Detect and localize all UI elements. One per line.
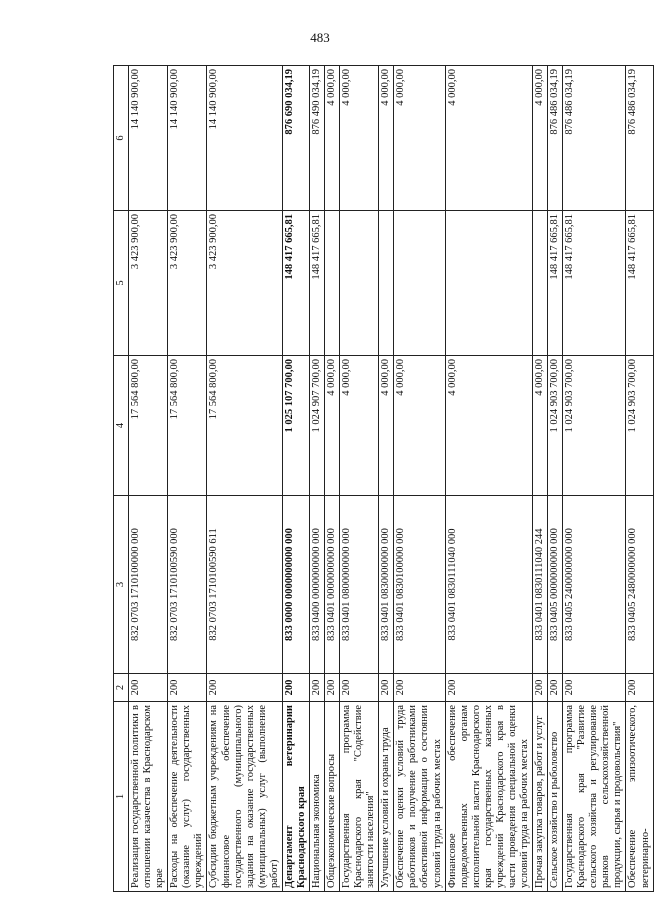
- header-col-2: 2: [114, 674, 129, 702]
- row-amount-col6: 14 140 900,00: [207, 66, 282, 211]
- table-row: [340, 66, 379, 892]
- row-classification-code: 833 0401 0830000000 000: [379, 496, 394, 674]
- row-amount-col6: 4 000,00: [340, 66, 379, 211]
- row-name: Реализация государственной политики в отношении казачества в Краснодарском крае: [129, 702, 168, 892]
- row-amount-col4: 17 564 800,00: [129, 356, 168, 496]
- row-amount-col6: 4 000,00: [379, 66, 394, 211]
- table-row: [379, 66, 394, 892]
- row-classification-code: 833 0405 2480000000 000: [626, 496, 653, 674]
- row-ved-code: 200: [325, 674, 340, 702]
- table-row: [129, 66, 168, 892]
- row-name: Финансовое обеспечение подведомственных органам исполнительной власти Краснодарского края государственных казенных учреждений Краснодарского края в части проведения специальной оценки условий труда на рабочих местах: [445, 702, 532, 892]
- table-row: [282, 66, 309, 892]
- row-classification-code: 833 0401 0830111040 000: [445, 496, 532, 674]
- row-ved-code: 200: [340, 674, 379, 702]
- row-name: Национальная экономика: [309, 702, 324, 892]
- row-amount-col5: [325, 211, 340, 356]
- row-name: Улучшение условий и охраны труда: [379, 702, 394, 892]
- row-classification-code: 832 0703 1710100000 000: [129, 496, 168, 674]
- table-row: [445, 66, 532, 892]
- row-ved-code: 200: [207, 674, 282, 702]
- table-row: [207, 66, 282, 892]
- table-row: [533, 66, 548, 892]
- row-amount-col5: 3 423 900,00: [129, 211, 168, 356]
- row-name: Государственная программа Краснодарского края "Содействие занятости населения": [340, 702, 379, 892]
- row-name: Государственная программа Краснодарского края "Развитие сельского хозяйства и регулирование рынков сельскохозяйственной продукции, сырья и продовольствия": [563, 702, 626, 892]
- row-classification-code: 832 0703 1710100590 000: [168, 496, 207, 674]
- row-amount-col4: 1 024 903 700,00: [548, 356, 563, 496]
- row-amount-col5: 148 417 665,81: [563, 211, 626, 356]
- table-row: [548, 66, 563, 892]
- row-amount-col5: 3 423 900,00: [207, 211, 282, 356]
- row-amount-col4: 4 000,00: [445, 356, 532, 496]
- row-amount-col4: 1 024 903 700,00: [563, 356, 626, 496]
- table-row: [325, 66, 340, 892]
- row-amount-col6: 876 486 034,19: [563, 66, 626, 211]
- row-amount-col6: 876 490 034,19: [309, 66, 324, 211]
- row-amount-col5: [533, 211, 548, 356]
- row-name: Обеспечение эпизоотического, ветеринарно-: [626, 702, 653, 892]
- row-amount-col4: 4 000,00: [379, 356, 394, 496]
- row-classification-code: 833 0401 0000000000 000: [325, 496, 340, 674]
- row-ved-code: 200: [309, 674, 324, 702]
- row-ved-code: 200: [563, 674, 626, 702]
- row-classification-code: 833 0000 0000000000 000: [282, 496, 309, 674]
- row-classification-code: 832 0703 1710100590 611: [207, 496, 282, 674]
- row-amount-col4: 1 024 903 700,00: [626, 356, 653, 496]
- row-ved-code: 200: [533, 674, 548, 702]
- row-name: Сельское хозяйство и рыболовство: [548, 702, 563, 892]
- row-ved-code: 200: [168, 674, 207, 702]
- row-amount-col5: 148 417 665,81: [548, 211, 563, 356]
- row-ved-code: 200: [626, 674, 653, 702]
- row-amount-col5: 148 417 665,81: [282, 211, 309, 356]
- row-classification-code: 833 0405 2400000000 000: [563, 496, 626, 674]
- row-amount-col4: 4 000,00: [325, 356, 340, 496]
- header-col-3: 3: [114, 496, 129, 674]
- row-amount-col6: 4 000,00: [394, 66, 445, 211]
- row-name: Прочая закупка товаров, работ и услуг: [533, 702, 548, 892]
- row-ved-code: 200: [129, 674, 168, 702]
- row-classification-code: 833 0401 0830100000 000: [394, 496, 445, 674]
- row-amount-col6: 14 140 900,00: [168, 66, 207, 211]
- row-amount-col4: 4 000,00: [394, 356, 445, 496]
- row-amount-col5: 3 423 900,00: [168, 211, 207, 356]
- row-amount-col5: [340, 211, 379, 356]
- row-amount-col6: 876 690 034,19: [282, 66, 309, 211]
- row-amount-col4: 1 025 107 700,00: [282, 356, 309, 496]
- row-ved-code: 200: [379, 674, 394, 702]
- row-ved-code: 200: [394, 674, 445, 702]
- row-classification-code: 833 0405 0000000000 000: [548, 496, 563, 674]
- row-amount-col6: 876 486 034,19: [626, 66, 653, 211]
- table-body: [129, 66, 654, 892]
- header-col-5: 5: [114, 211, 129, 356]
- row-amount-col5: [394, 211, 445, 356]
- row-amount-col4: 17 564 800,00: [168, 356, 207, 496]
- row-name: Обеспечение оценки условий труда работников и получение работниками объективной информации о состоянии условий труда на рабочих местах: [394, 702, 445, 892]
- table-row: [563, 66, 626, 892]
- header-row: [114, 66, 129, 892]
- row-name: Субсидии бюджетным учреждениям на финансовое обеспечение государственного (муниципального) задания на оказание государственных (муниципальных) услуг (выполнение работ): [207, 702, 282, 892]
- table-wrap: [113, 66, 651, 892]
- row-classification-code: 833 0400 0000000000 000: [309, 496, 324, 674]
- row-ved-code: 200: [548, 674, 563, 702]
- row-amount-col4: 4 000,00: [340, 356, 379, 496]
- row-amount-col5: [379, 211, 394, 356]
- row-amount-col6: 4 000,00: [325, 66, 340, 211]
- row-amount-col6: 876 486 034,19: [548, 66, 563, 211]
- row-ved-code: 200: [282, 674, 309, 702]
- table-row: [626, 66, 653, 892]
- row-amount-col4: 1 024 907 700,00: [309, 356, 324, 496]
- header-col-1: 1: [114, 702, 129, 892]
- page-number: 483: [310, 30, 330, 45]
- row-classification-code: 833 0401 0800000000 000: [340, 496, 379, 674]
- header-col-4: 4: [114, 356, 129, 496]
- table-row: [309, 66, 324, 892]
- row-amount-col6: 14 140 900,00: [129, 66, 168, 211]
- row-amount-col4: 4 000,00: [533, 356, 548, 496]
- header-col-6: 6: [114, 66, 129, 211]
- table-row: [394, 66, 445, 892]
- row-amount-col6: 4 000,00: [445, 66, 532, 211]
- row-amount-col4: 17 564 800,00: [207, 356, 282, 496]
- row-amount-col5: 148 417 665,81: [309, 211, 324, 356]
- row-ved-code: 200: [445, 674, 532, 702]
- row-amount-col5: 148 417 665,81: [626, 211, 653, 356]
- row-classification-code: 833 0401 0830111040 244: [533, 496, 548, 674]
- row-name: Департамент ветеринарии Краснодарского края: [282, 702, 309, 892]
- table-row: [168, 66, 207, 892]
- row-name: Общеэкономические вопросы: [325, 702, 340, 892]
- budget-table: [113, 65, 654, 892]
- row-amount-col5: [445, 211, 532, 356]
- row-name: Расходы на обеспечение деятельности (оказание услуг) государственных учреждений: [168, 702, 207, 892]
- row-amount-col6: 4 000,00: [533, 66, 548, 211]
